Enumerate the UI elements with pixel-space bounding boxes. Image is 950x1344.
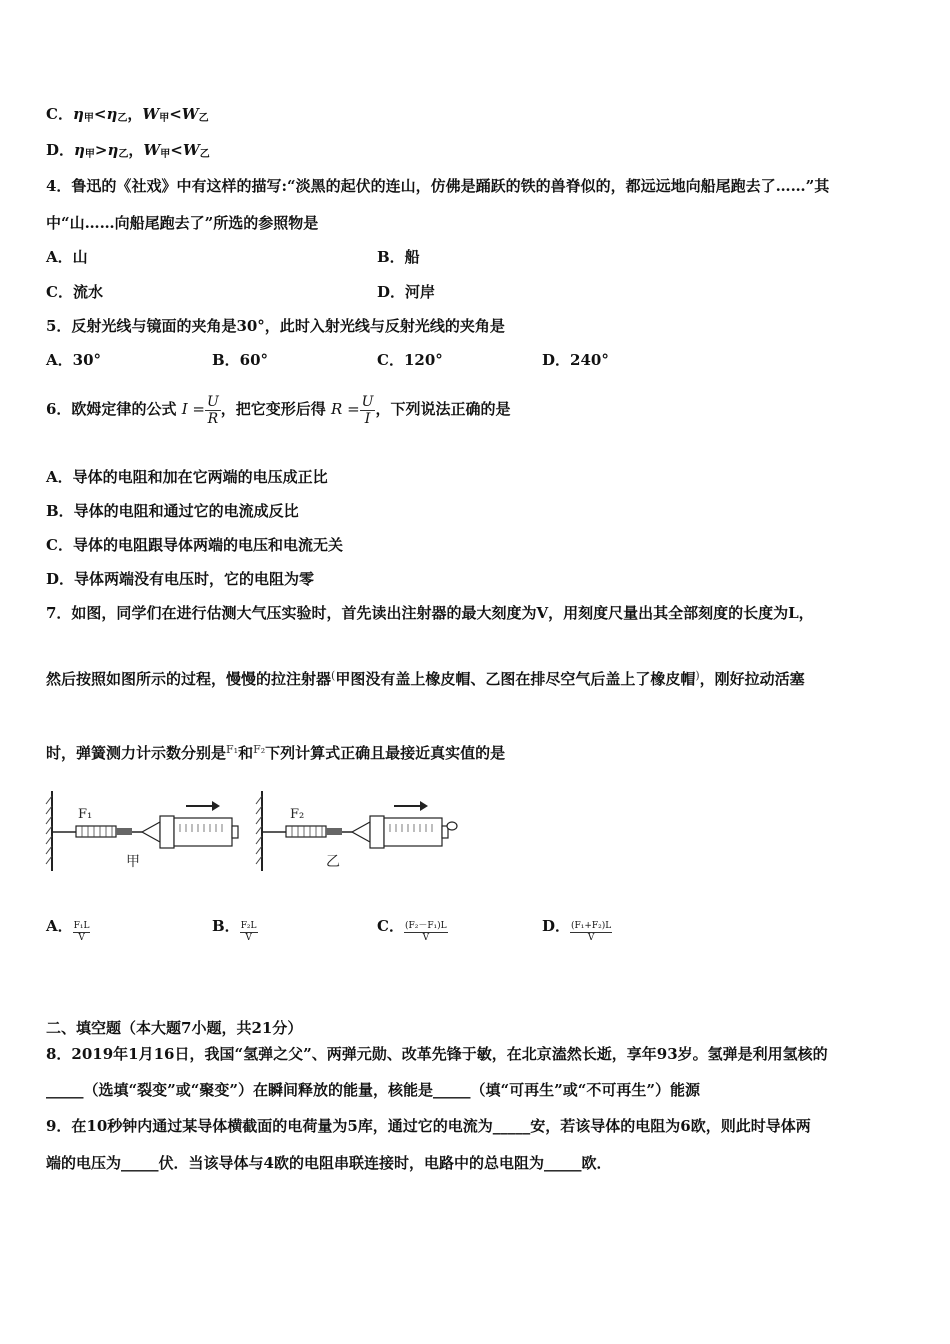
q5-stem: 5．反射光线与镜面的夹角是30°，此时入射光线与反射光线的夹角是: [46, 317, 505, 335]
q7-formula-a: $\frac{\text{F₁L}}{V}$: [73, 921, 90, 943]
q4-stem-line1: 4．鲁迅的《社戏》中有这样的描写:“淡黑的起伏的连山，仿佛是踊跃的铁的兽脊似的，都远远地向船尾跑去了……”其: [46, 177, 830, 195]
q5-option-a: A．30°: [46, 351, 102, 369]
q5-option-d: D．240°: [542, 351, 609, 369]
label-yi: 乙: [326, 854, 340, 870]
q4-option-c: C．流水: [46, 283, 103, 301]
q6-stem: 6．欧姆定律的公式 I = $\frac{U}{R}$ ，把它变形后得 R = $\frac{U}{I}$ ，下列说法正确的是: [46, 393, 511, 427]
q6-option-d: D．导体两端没有电压时，它的电阻为零: [46, 570, 315, 588]
q7-option-b: B． $\frac{\text{F₂L}}{V}$: [212, 917, 257, 943]
ohm-formula-lhs: I =: [181, 400, 205, 418]
q6-option-b: B．导体的电阻和通过它的电流成反比: [46, 502, 299, 520]
label-f1: F₁: [78, 807, 93, 822]
section-heading-fill-blank: 二、填空题（本大题7小题，共21分）: [46, 1019, 303, 1037]
q5-option-b: B．60°: [212, 351, 269, 369]
q9-stem-line2: 端的电压为_____伏．当该导体与4欧的电阻串联连接时，电路中的总电阻为_____欧．: [46, 1154, 612, 1172]
q7-formula-b: $\frac{\text{F₂L}}{V}$: [240, 921, 257, 943]
q7-formula-d: $\frac{\text{(F₁+F₂)L}}{V}$: [571, 921, 612, 943]
q4-stem-line2: 中“山……向船尾跑去了”所选的参照物是: [46, 214, 319, 232]
q8-stem-line2: _____（选填“裂变”或“聚变”）在瞬间释放的能量，核能是_____（填“可再生”或“不可再生”）能源: [46, 1081, 701, 1099]
q7-option-a: A． $\frac{\text{F₁L}}{V}$: [46, 917, 90, 943]
resistance-formula-fraction: $\frac{U}{I}$: [361, 393, 374, 427]
q7-stem-line3: 时，弹簧测力计示数分别是$^{F_1}$和$^{F_2}$下列计算式正确且最接近真实值的是: [46, 743, 506, 762]
syringe-diagram: [44, 786, 464, 876]
q6-option-c: C．导体的电阻跟导体两端的电压和电流无关: [46, 536, 343, 554]
q4-option-a: A．山: [46, 248, 88, 266]
q7-option-c: C． $\frac{\text{(F₂－F₁)L}}{V}$: [377, 917, 447, 943]
syringe-experiment-figure: [44, 786, 464, 880]
label-f2: F₂: [290, 807, 305, 822]
q7-formula-c: $\frac{\text{(F₂－F₁)L}}{V}$: [404, 921, 447, 943]
option-d-prev: D．$\eta_甲>\eta_乙$，$W_甲<W_乙$: [46, 141, 210, 160]
q4-option-b: B．船: [377, 248, 420, 266]
resistance-formula-lhs: R =: [331, 400, 360, 418]
q8-stem-line1: 8．2019年1月16日，我国“氢弹之父”、两弹元勋、改革先锋于敏，在北京溘然长逝，享年93岁。氢弹是利用氢核的: [46, 1045, 828, 1063]
q7-option-d: D． $\frac{\text{(F₁+F₂)L}}{V}$: [542, 917, 612, 943]
setup-yi: [256, 791, 457, 871]
q7-stem-line1: 7．如图，同学们在进行估测大气压实验时，首先读出注射器的最大刻度为V，用刻度尺量出其全部刻度的长度为L，: [46, 604, 814, 622]
setup-jia: [46, 791, 238, 871]
q6-option-a: A．导体的电阻和加在它两端的电压成正比: [46, 468, 328, 486]
option-c-prev: C．$\eta_甲<\eta_乙$，$W_甲<W_乙$: [46, 105, 209, 124]
q5-option-c: C．120°: [377, 351, 443, 369]
q4-option-d: D．河岸: [377, 283, 436, 301]
label-jia: 甲: [126, 854, 140, 870]
ohm-formula-fraction: $\frac{U}{R}$: [206, 393, 219, 427]
q9-stem-line1: 9．在10秒钟内通过某导体横截面的电荷量为5库，通过它的电流为_____安，若该导体的电阻为6欧，则此时导体两: [46, 1117, 811, 1135]
q7-stem-line2: 然后按照如图所示的过程，慢慢的拉注射器(甲图没有盖上橡皮帽、乙图在排尽空气后盖上了橡皮帽)，刚好拉动活塞: [46, 669, 805, 688]
